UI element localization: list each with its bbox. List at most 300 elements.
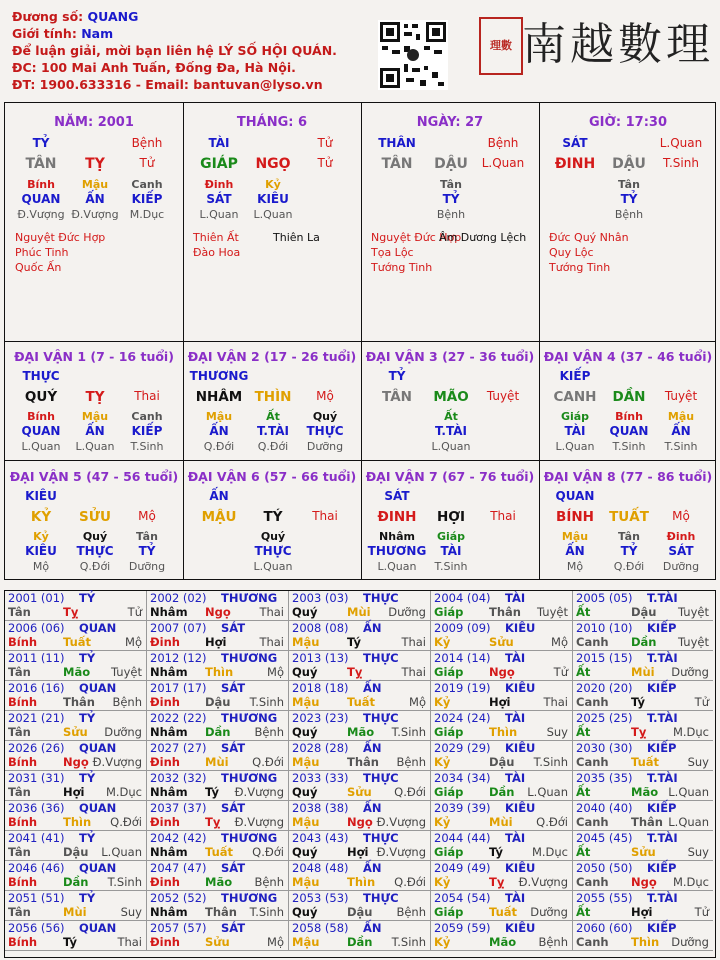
year-label: 2042 (42) — [150, 831, 207, 845]
year-cell — [5, 681, 147, 711]
year-star: KIẾP — [647, 621, 677, 635]
dai-van-main: SỬU — [79, 509, 111, 525]
year-label: 2008 (08) — [292, 621, 349, 635]
year-label: 2027 (27) — [150, 741, 207, 755]
year-phase: Tử — [694, 695, 709, 709]
year-phase: Tuyệt — [678, 605, 709, 619]
dai-van-title: ĐẠI VẬN 8 (77 - 86 tuổi) — [543, 469, 713, 484]
year-cell — [431, 651, 573, 681]
year-star: KIÊU — [505, 861, 536, 875]
year-phase: L.Quan — [668, 815, 709, 829]
pillar-top-star: Tử — [317, 136, 333, 150]
dai-van-title: ĐẠI VẬN 5 (47 - 56 tuổi) — [9, 469, 179, 484]
year-branch: Dần — [631, 635, 657, 649]
year-phase: L.Quan — [527, 785, 568, 799]
year-phase: Q.Đới — [252, 755, 284, 769]
hidden-star: THƯƠNG — [367, 544, 427, 558]
dai-van-main: DẦN — [612, 389, 646, 405]
year-stem: Nhâm — [150, 905, 188, 919]
dai-van-top-star: TỶ — [388, 369, 406, 383]
year-phase: Q.Đới — [394, 875, 426, 889]
year-branch: Tuất — [347, 695, 376, 709]
hidden-state: Mộ — [32, 560, 50, 573]
year-label: 2021 (21) — [8, 711, 65, 725]
star-item: Nguyệt Đức Hợp — [15, 231, 106, 244]
year-star: T.TÀI — [647, 651, 678, 665]
row-divider — [5, 460, 715, 461]
year-branch: Tý — [63, 935, 77, 949]
year-branch: Tuất — [205, 845, 234, 859]
hidden-star: TỶ — [620, 192, 638, 206]
year-stem: Đinh — [150, 875, 180, 889]
year-label: 2033 (33) — [292, 771, 349, 785]
year-cell — [289, 861, 431, 891]
hidden-star: QUAN — [21, 192, 61, 206]
year-branch: Thân — [63, 695, 95, 709]
header-line — [12, 59, 337, 76]
year-star: TÀI — [505, 711, 526, 725]
year-stem: Quý — [292, 905, 318, 919]
year-cell — [431, 621, 573, 651]
year-label: 2057 (57) — [150, 921, 207, 935]
dai-van-main: Thai — [134, 389, 160, 403]
hidden-star: THỰC — [254, 544, 292, 558]
dai-van-title: ĐẠI VẬN 3 (27 - 36 tuổi) — [365, 349, 535, 364]
year-phase: Dưỡng — [104, 725, 142, 739]
year-cell — [147, 621, 289, 651]
year-phase: Thai — [401, 635, 426, 649]
year-label: 2017 (17) — [150, 681, 207, 695]
pillar-top-star: L.Quan — [659, 136, 703, 150]
star-item: Thiên Ất — [193, 231, 239, 244]
year-label: 2038 (38) — [292, 801, 349, 815]
year-branch: Tỵ — [347, 665, 363, 679]
year-branch: Dậu — [489, 755, 515, 769]
pillar-top-star: TỶ — [32, 136, 50, 150]
year-phase: Đ.Vượng — [234, 815, 284, 829]
year-branch: Tuất — [489, 905, 518, 919]
year-stem: Quý — [292, 845, 318, 859]
hidden-stem: Canh — [131, 410, 163, 423]
year-phase: Thai — [259, 635, 284, 649]
hidden-star: QUAN — [21, 424, 61, 438]
year-label: 2040 (40) — [576, 801, 633, 815]
dai-van-title: ĐẠI VẬN 2 (17 - 26 tuổi) — [187, 349, 357, 364]
year-label: 2050 (50) — [576, 861, 633, 875]
pillar-main: TỴ — [85, 156, 105, 172]
logo: 南越數理 — [522, 19, 714, 70]
year-cell — [289, 741, 431, 771]
hidden-stem: Mậu — [81, 178, 109, 191]
pillars-panel — [4, 102, 716, 580]
hidden-state: Mộ — [566, 560, 584, 573]
year-phase: Q.Đới — [394, 785, 426, 799]
year-branch: Mão — [347, 725, 375, 739]
year-star: ẤN — [363, 801, 382, 815]
year-star: TÀI — [505, 831, 526, 845]
hidden-state: L.Quan — [199, 208, 239, 221]
year-label: 2053 (53) — [292, 891, 349, 905]
year-label: 2060 (60) — [576, 921, 633, 935]
hidden-star: ẤN — [209, 424, 229, 438]
year-label: 2018 (18) — [292, 681, 349, 695]
year-phase: Mộ — [551, 635, 568, 649]
year-label: 2058 (58) — [292, 921, 349, 935]
hidden-stem: Tân — [440, 178, 462, 191]
row-divider — [5, 341, 715, 342]
year-star: KIẾP — [647, 921, 677, 935]
year-phase: Q.Đới — [110, 815, 142, 829]
year-phase: Suy — [687, 755, 709, 769]
year-branch: Dần — [347, 935, 373, 949]
year-stem: Mậu — [292, 935, 320, 949]
year-cell — [573, 681, 713, 711]
hidden-star: QUAN — [609, 424, 649, 438]
year-phase: Đ.Vượng — [234, 785, 284, 799]
year-label: 2009 (09) — [434, 621, 491, 635]
dai-van-main: BÍNH — [556, 509, 594, 525]
year-phase: M.Dục — [531, 845, 568, 859]
hidden-state: T.Sinh — [612, 440, 646, 453]
year-star: ẤN — [363, 861, 382, 875]
year-cell — [289, 891, 431, 921]
year-branch: Thân — [205, 905, 237, 919]
hidden-state: Q.Đới — [203, 440, 235, 453]
year-branch: Sửu — [631, 845, 656, 859]
hidden-stem: Đinh — [666, 530, 696, 543]
year-phase: Thai — [401, 665, 426, 679]
year-label: 2056 (56) — [8, 921, 65, 935]
year-star: KIẾP — [647, 681, 677, 695]
year-stem: Ất — [576, 785, 591, 799]
year-cell — [147, 831, 289, 861]
year-cell — [431, 681, 573, 711]
year-phase: Đ.Vượng — [92, 755, 142, 769]
year-star: T.TÀI — [647, 831, 678, 845]
pillar-stars — [193, 230, 240, 260]
year-branch: Mão — [63, 665, 91, 679]
hidden-stem: Mậu — [561, 530, 589, 543]
year-stem: Bính — [8, 815, 38, 829]
hidden-state: L.Quan — [253, 208, 293, 221]
year-branch: Ngọ — [63, 755, 89, 769]
year-branch: Thìn — [489, 725, 518, 739]
year-star: THỰC — [363, 891, 399, 905]
hidden-state: Dưỡng — [128, 560, 166, 573]
pillar-main: DẬU — [612, 156, 646, 172]
year-phase: Tử — [127, 605, 142, 619]
hidden-stem: Mậu — [667, 410, 695, 423]
dai-van-main: TUẤT — [609, 509, 649, 525]
pillar-main: T.Sinh — [663, 156, 699, 170]
year-stem: Mậu — [292, 875, 320, 889]
hidden-stem: Đinh — [204, 178, 234, 191]
header-label: Để luận giải, mời bạn liên hệ LÝ SỐ HỘI QUÁN. — [12, 43, 337, 58]
year-branch: Mão — [631, 785, 659, 799]
dai-van-main: Thai — [490, 509, 516, 523]
hidden-state: Đ.Vượng — [71, 208, 119, 221]
year-cell — [573, 621, 713, 651]
star-item: Tọa Lộc — [371, 246, 414, 259]
hidden-stem: Giáp — [560, 410, 590, 423]
year-branch: Mùi — [631, 665, 655, 679]
year-cell — [431, 831, 573, 861]
year-branch: Tý — [489, 845, 503, 859]
pillar-title: NGÀY: 27 — [416, 115, 484, 130]
year-star: SÁT — [221, 681, 246, 695]
year-stem: Đinh — [150, 815, 180, 829]
year-label: 2032 (32) — [150, 771, 207, 785]
year-phase: Q.Đới — [252, 845, 284, 859]
year-stem: Quý — [292, 725, 318, 739]
year-label: 2006 (06) — [8, 621, 65, 635]
hidden-stem: Bính — [27, 410, 55, 423]
hidden-stem: Mậu — [205, 410, 233, 423]
year-stem: Mậu — [292, 695, 320, 709]
year-star: TỶ — [79, 711, 96, 725]
year-label: 2013 (13) — [292, 651, 349, 665]
year-phase: M.Dục — [105, 785, 142, 799]
year-phase: Mộ — [267, 935, 284, 949]
year-star: THƯƠNG — [221, 711, 278, 725]
header-label: ĐT: 1900.633316 - Email: bantuvan@lyso.vn — [12, 77, 323, 92]
year-label: 2049 (49) — [434, 861, 491, 875]
dai-van-main: ĐINH — [377, 509, 417, 525]
hidden-stem: Bính — [615, 410, 643, 423]
year-phase: M.Dục — [672, 725, 709, 739]
year-phase: Tuyệt — [678, 635, 709, 649]
year-label: 2005 (05) — [576, 591, 633, 605]
year-phase: Dưỡng — [671, 935, 709, 949]
year-label: 2031 (31) — [8, 771, 65, 785]
dai-van-title: ĐẠI VẬN 7 (67 - 76 tuổi) — [365, 469, 535, 484]
hidden-star: TỶ — [620, 544, 638, 558]
year-star: KIÊU — [505, 921, 536, 935]
year-stem: Nhâm — [150, 665, 188, 679]
dai-van-main: Tuyệt — [486, 389, 520, 403]
year-branch: Thìn — [347, 875, 376, 889]
pillar-top-star: TÀI — [208, 136, 230, 150]
year-cell — [573, 801, 713, 831]
year-phase: Dưỡng — [388, 605, 426, 619]
year-label: 2001 (01) — [8, 591, 65, 605]
year-label: 2039 (39) — [434, 801, 491, 815]
year-branch: Mùi — [205, 755, 229, 769]
year-stem: Đinh — [150, 695, 180, 709]
year-star: THƯƠNG — [221, 771, 278, 785]
year-phase: T.Sinh — [391, 725, 426, 739]
hidden-star: SÁT — [668, 544, 694, 558]
year-cell — [289, 921, 431, 951]
year-phase: Mộ — [409, 695, 426, 709]
year-branch: Dậu — [631, 605, 657, 619]
year-cell — [147, 801, 289, 831]
dai-van-top-star: KIÊU — [25, 489, 57, 503]
hidden-stem: Giáp — [436, 530, 466, 543]
year-label: 2030 (30) — [576, 741, 633, 755]
year-cell — [431, 801, 573, 831]
year-phase: Mộ — [267, 665, 284, 679]
year-branch: Thân — [631, 815, 663, 829]
hidden-state: Dưỡng — [662, 560, 700, 573]
year-label: 2022 (22) — [150, 711, 207, 725]
hidden-star: ẤN — [85, 192, 105, 206]
star-item: Quốc Ấn — [15, 261, 62, 274]
pillar-title: GIỜ: 17:30 — [589, 115, 667, 130]
year-cell — [5, 921, 147, 951]
year-star: TÀI — [505, 591, 526, 605]
year-star: KIÊU — [505, 621, 536, 635]
star-item: Nguyệt Đức Hợp — [371, 231, 462, 244]
pillar-top-star: THÂN — [378, 136, 416, 150]
hidden-star: ẤN — [671, 424, 691, 438]
year-cell — [147, 861, 289, 891]
year-label: 2055 (55) — [576, 891, 633, 905]
year-label: 2028 (28) — [292, 741, 349, 755]
year-label: 2026 (26) — [8, 741, 65, 755]
pillar-main: ĐINH — [554, 156, 596, 172]
year-branch: Mùi — [489, 815, 513, 829]
year-branch: Tý — [205, 785, 219, 799]
year-cell — [147, 651, 289, 681]
year-star: THƯƠNG — [221, 651, 278, 665]
year-branch: Sửu — [63, 725, 88, 739]
year-cell — [147, 921, 289, 951]
year-branch: Tuất — [631, 755, 660, 769]
year-branch: Hợi — [631, 905, 653, 919]
year-star: TÀI — [505, 771, 526, 785]
year-star: KIẾP — [647, 801, 677, 815]
year-phase: Dưỡng — [671, 665, 709, 679]
header-value: QUANG — [87, 9, 139, 24]
year-phase: Bệnh — [396, 905, 426, 919]
hidden-stem: Canh — [131, 178, 163, 191]
year-label: 2045 (45) — [576, 831, 633, 845]
hidden-stem: Mậu — [81, 410, 109, 423]
year-phase: T.Sinh — [391, 935, 426, 949]
year-branch: Hợi — [205, 635, 227, 649]
hidden-star: THỰC — [76, 544, 114, 558]
year-cell — [147, 591, 289, 621]
year-phase: Suy — [546, 725, 568, 739]
year-phase: Bệnh — [254, 725, 284, 739]
year-branch: Tỵ — [63, 605, 79, 619]
year-cell — [431, 591, 573, 621]
year-stem: Giáp — [434, 725, 464, 739]
year-star: ẤN — [363, 681, 382, 695]
year-label: 2059 (59) — [434, 921, 491, 935]
year-cell — [289, 621, 431, 651]
year-branch: Tỵ — [205, 815, 221, 829]
year-label: 2048 (48) — [292, 861, 349, 875]
year-branch: Tý — [631, 695, 645, 709]
year-label: 2014 (14) — [434, 651, 491, 665]
year-star: KIÊU — [505, 741, 536, 755]
dai-van-main: HỢI — [436, 509, 466, 525]
year-star: QUAN — [79, 861, 117, 875]
year-phase: Thai — [543, 695, 568, 709]
pillar-main: Tử — [139, 156, 155, 170]
year-stem: Đinh — [150, 755, 180, 769]
dai-van-main: Tuyệt — [664, 389, 698, 403]
year-branch: Dần — [63, 875, 89, 889]
year-stem: Canh — [576, 755, 609, 769]
dai-van-main: CANH — [553, 389, 597, 405]
year-label: 2023 (23) — [292, 711, 349, 725]
year-stem: Kỷ — [434, 875, 451, 889]
year-cell — [5, 801, 147, 831]
year-branch: Ngọ — [489, 665, 515, 679]
year-phase: Tử — [553, 665, 568, 679]
year-cell — [431, 711, 573, 741]
year-star: THƯƠNG — [221, 831, 278, 845]
year-label: 2029 (29) — [434, 741, 491, 755]
dai-van-top-star: SÁT — [384, 489, 410, 503]
hidden-stem: Tân — [618, 530, 640, 543]
year-stem: Bính — [8, 875, 38, 889]
year-label: 2015 (15) — [576, 651, 633, 665]
year-branch: Dần — [489, 785, 515, 799]
year-branch: Thân — [347, 755, 379, 769]
hidden-state: L.Quan — [75, 440, 115, 453]
year-cell — [289, 591, 431, 621]
year-star: TỶ — [79, 831, 96, 845]
year-cell — [289, 771, 431, 801]
year-star: TÀI — [505, 651, 526, 665]
year-stem: Ất — [576, 665, 591, 679]
hidden-state: T.Sinh — [664, 440, 698, 453]
star-item: Đức Quý Nhân — [549, 231, 629, 244]
year-star: QUAN — [79, 801, 117, 815]
dai-van-top-star: QUAN — [555, 489, 595, 503]
year-cell — [573, 711, 713, 741]
year-star: T.TÀI — [647, 591, 678, 605]
year-star: T.TÀI — [647, 771, 678, 785]
year-star: T.TÀI — [647, 891, 678, 905]
star-item: Phúc Tinh — [15, 246, 69, 259]
pillar-main: Tử — [317, 156, 333, 170]
hidden-state: Q.Đới — [79, 560, 111, 573]
hidden-state: L.Quan — [377, 560, 417, 573]
year-phase: T.Sinh — [249, 695, 284, 709]
year-stem: Nhâm — [150, 725, 188, 739]
year-cell — [573, 771, 713, 801]
pillar-main: L.Quan — [481, 156, 525, 170]
year-stem: Mậu — [292, 815, 320, 829]
year-stem: Nhâm — [150, 845, 188, 859]
year-label: 2002 (02) — [150, 591, 207, 605]
year-branch: Hợi — [347, 845, 369, 859]
year-branch: Dậu — [63, 845, 89, 859]
year-cell — [5, 651, 147, 681]
year-cell — [431, 921, 573, 951]
year-star: QUAN — [79, 681, 117, 695]
year-phase: Đ.Vượng — [518, 875, 568, 889]
year-cell — [5, 861, 147, 891]
star-item: Tướng Tinh — [549, 261, 611, 274]
year-stem: Canh — [576, 635, 609, 649]
hidden-stem: Tân — [618, 178, 640, 191]
year-branch: Thân — [489, 605, 521, 619]
hidden-star: T.TÀI — [435, 424, 467, 438]
year-label: 2024 (24) — [434, 711, 491, 725]
year-stem: Bính — [8, 755, 38, 769]
dai-van-title: ĐẠI VẬN 1 (7 - 16 tuổi) — [14, 349, 174, 364]
year-cell — [573, 921, 713, 951]
year-branch: Sửu — [205, 935, 230, 949]
year-branch: Hợi — [63, 785, 85, 799]
year-label: 2036 (36) — [8, 801, 65, 815]
